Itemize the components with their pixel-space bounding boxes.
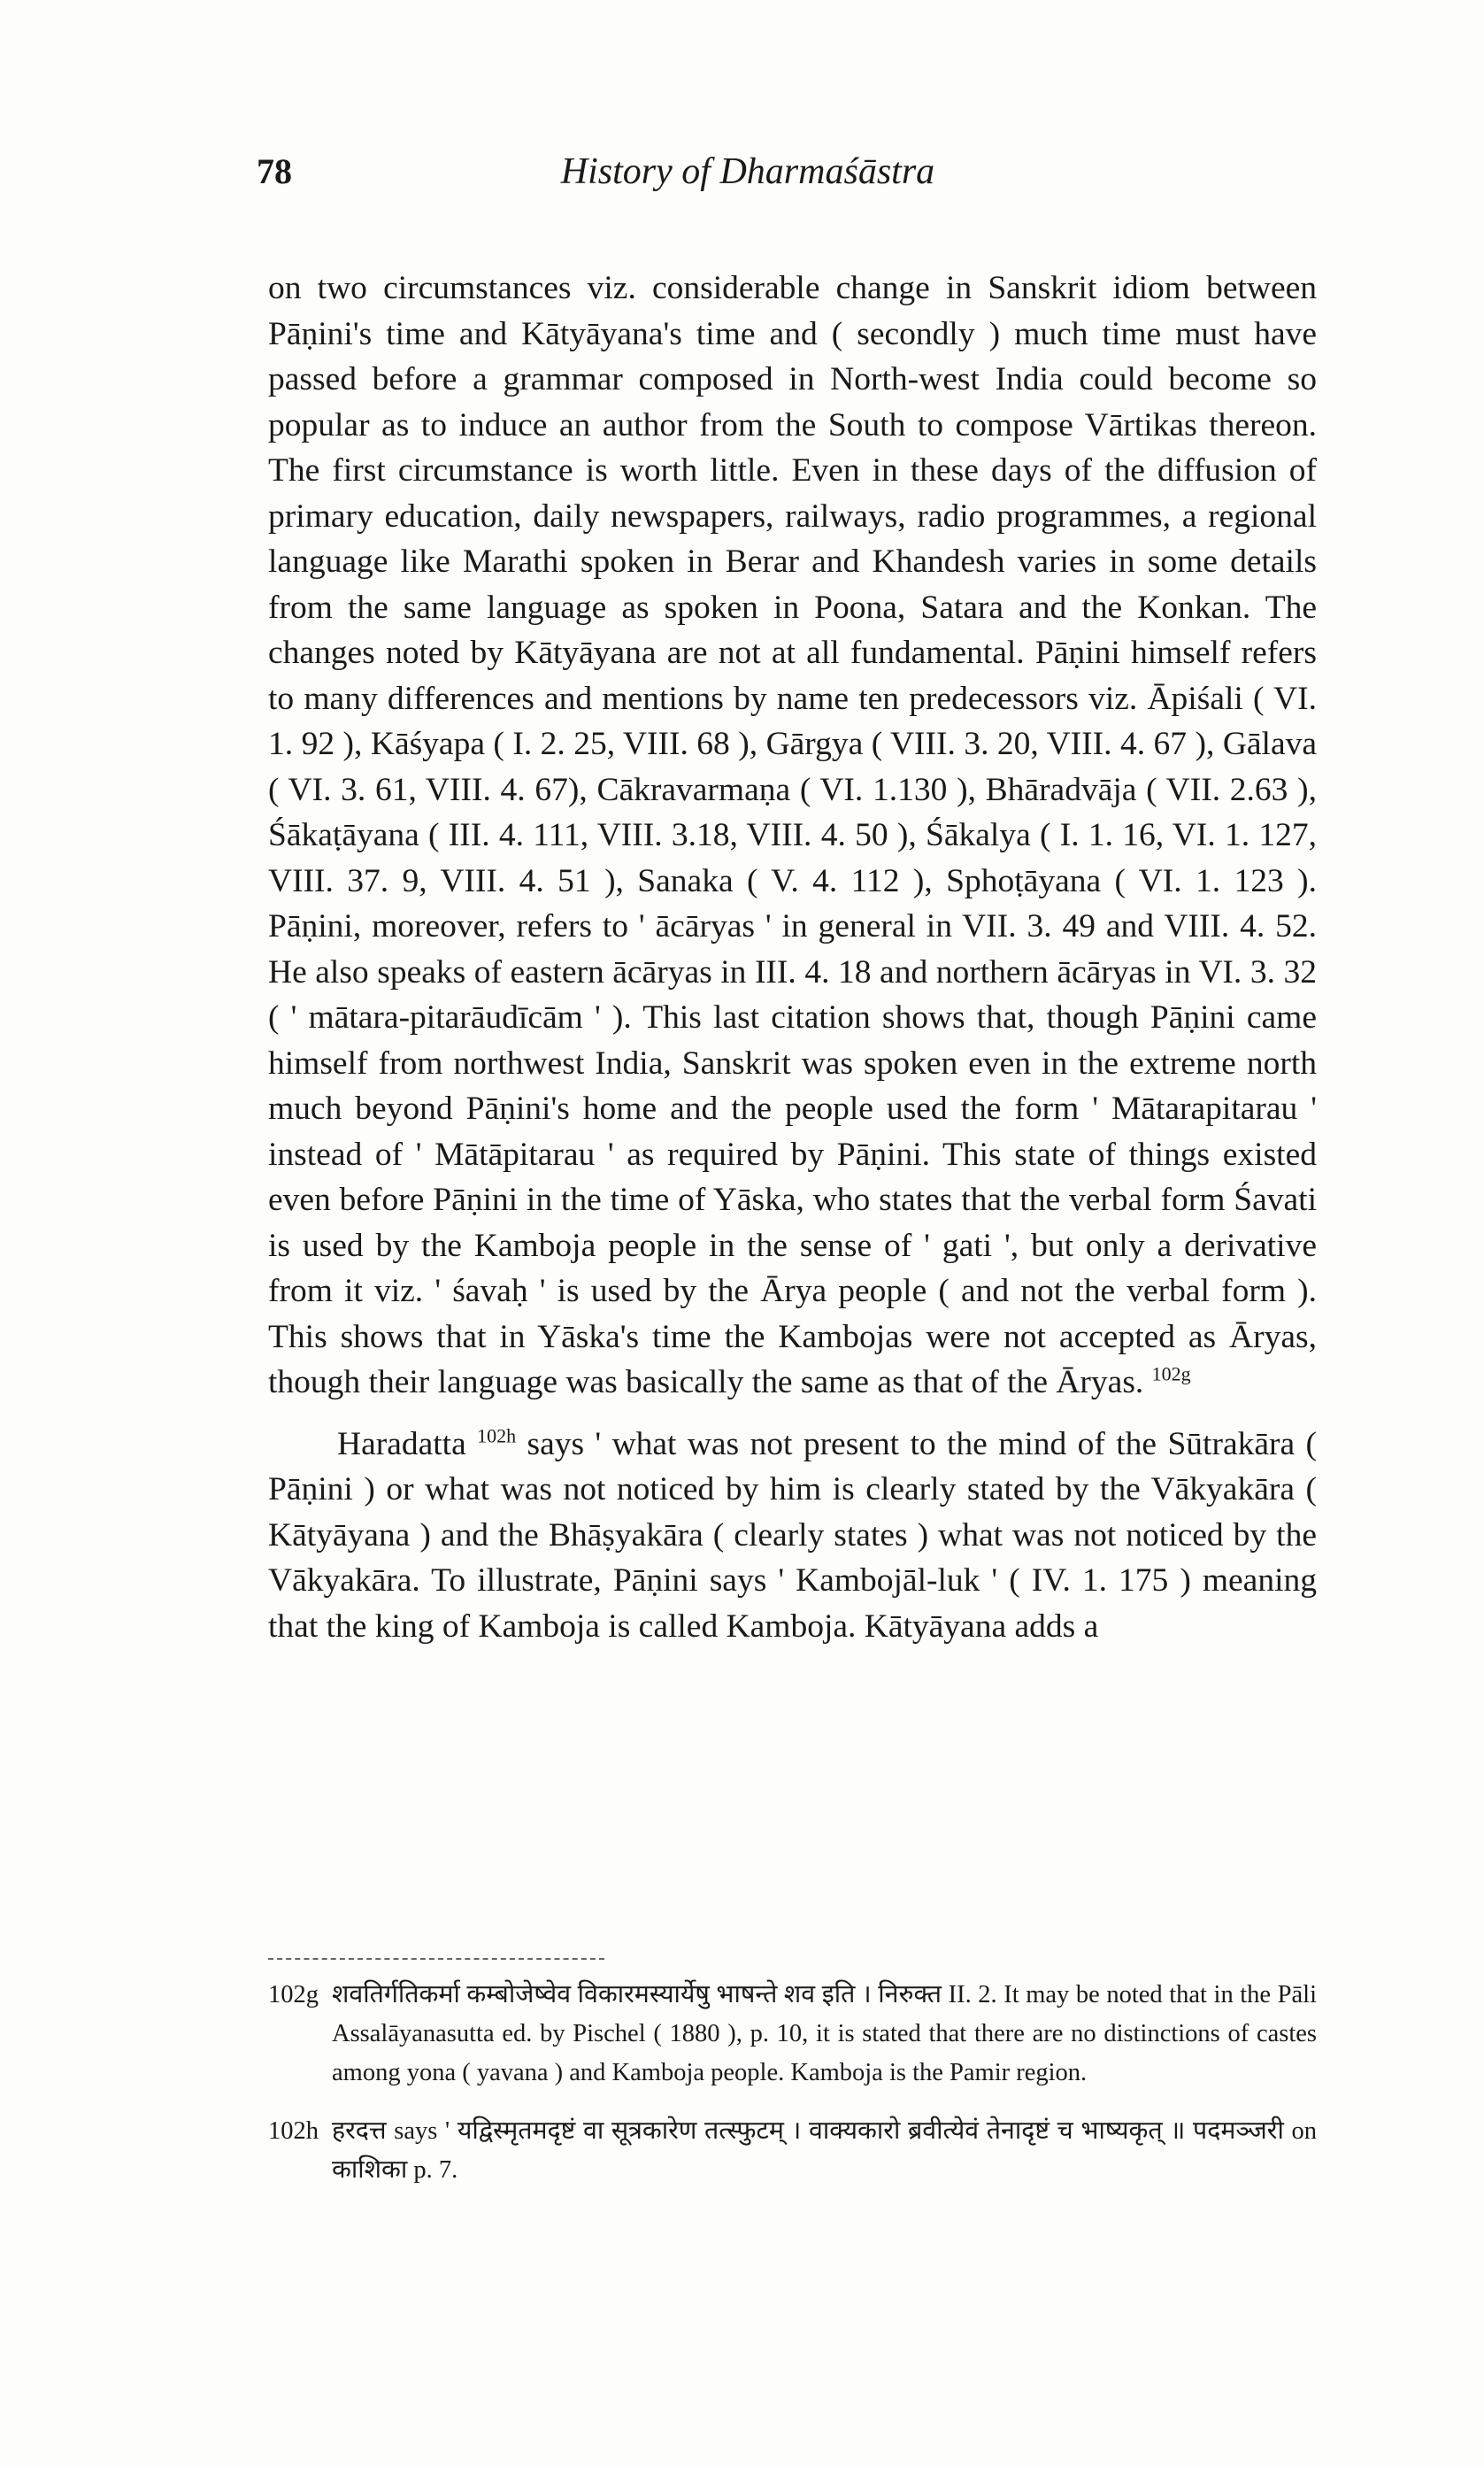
footnote-text: शवतिर्गतिकर्मा कम्बोजेष्वेव विकारमस्यार्येषु भाषन्ते शव इति । निरुक्त II. 2. It may be noted that in the Pāli Assalāyanasutta ed. by Pischel ( 1880 ), p. 10, it is stated that there are no distinctions of castes among yona ( yavana ) and Kamboja people. Kamboja is the Pamir region. <box>332 1981 1317 2086</box>
paragraph-1-text: on two circumstances viz. considerable change in Sanskrit idiom between Pāṇini's time and Kātyāyana's time and ( secondly ) much time must have passed before a grammar composed in North-west India could become so popular as to induce an author from the South to compose Vārtikas thereon. The first circumstance is worth little. Even in these days of the diffusion of primary education, daily newspapers, railways, radio programmes, a regional language like Marathi spoken in Berar and Khandesh varies in some details from the same language as spoken in Poona, Satara and the Konkan. The changes noted by Kātyāyana are not at all fundamental. Pāṇini himself refers to many differences and mentions by name ten predecessors viz. Āpiśali ( VI. 1. 92 ), Kāśyapa ( I. 2. 25, VIII. 68 ), Gārgya ( VIII. 3. 20, VIII. 4. 67 ), Gālava ( VI. 3. 61, VIII. 4. 67), Cākravarmaṇa ( VI. 1.130 ), Bhāradvāja ( VII. 2.63 ), Śākaṭāyana ( III. 4. 111, VIII. 3.18, VIII. 4. 50 ), Śākalya ( I. 1. 16, VI. 1. 127, VIII. 37. 9, VIII. 4. 51 ), Sanaka ( V. 4. 112 ), Sphoṭāyana ( VI. 1. 123 ). Pāṇini, moreover, refers to ' ācāryas ' in general in VII. 3. 49 and VIII. 4. 52. He also speaks of eastern ācāryas in III. 4. 18 and northern ācāryas in VI. 3. 32 ( ' mātara-pitarāudīcām ' ). This last citation shows that, though Pāṇini came himself from northwest India, Sanskrit was spoken even in the extreme north much beyond Pāṇini's home and the people used the form ' Mātarapitarau ' instead of ' Mātāpitarau ' as required by Pāṇini. This state of things existed even before Pāṇini in the time of Yāska, who states that the verbal form Śavati is used by the Kamboja people in the sense of ' gati ', but only a derivative from it viz. ' śavaḥ ' is used by the Ārya people ( and not the verbal form ). This shows that in Yāska's time the Kambojas were not accepted as Āryas, though their language was basically the same as that of the Āryas. <box>268 270 1317 1400</box>
footnote-text: हरदत्त says ' यद्विस्मृतमदृष्टं वा सूत्रकारेण तत्स्फुटम् । वाक्यकारो ब्रवीत्येवं तेनादृष्टं च भाष्यकृत् ॥ पदमञ्जरी on काशिका p. 7. <box>332 2117 1317 2184</box>
paragraph-2-start: Haradatta <box>337 1425 466 1462</box>
footnote-divider <box>268 1958 604 1960</box>
footnote-102h <box>268 2112 1317 2190</box>
running-title: History of Dharmaśāstra <box>560 151 935 192</box>
footnotes <box>268 1976 1317 2209</box>
footnote-ref-102h: 102h <box>477 1424 517 1446</box>
main-text <box>268 266 1317 1649</box>
paragraph-2-text: says ' what was not present to the mind of the Sūtrakāra ( Pāṇini ) or what was not noticed by him is clearly stated by the Vākyakāra ( Kātyāyana ) and the Bhāṣyakāra ( clearly states ) what was not noticed by the Vākyakāra. To illustrate, Pāṇini says ' Kambojāl-luk ' ( IV. 1. 175 ) meaning that the king of Kamboja is called Kamboja. Kātyāyana adds a <box>268 1425 1317 1645</box>
footnote-mark: 102g <box>268 1981 319 2008</box>
footnote-102g <box>268 1976 1317 2093</box>
page-header <box>257 150 1484 204</box>
paragraph-2 <box>268 1422 1317 1650</box>
footnote-mark: 102h <box>268 2117 319 2145</box>
page-number: 78 <box>257 151 292 191</box>
footnote-ref-102g: 102g <box>1151 1362 1191 1385</box>
paragraph-1 <box>268 266 1317 1406</box>
